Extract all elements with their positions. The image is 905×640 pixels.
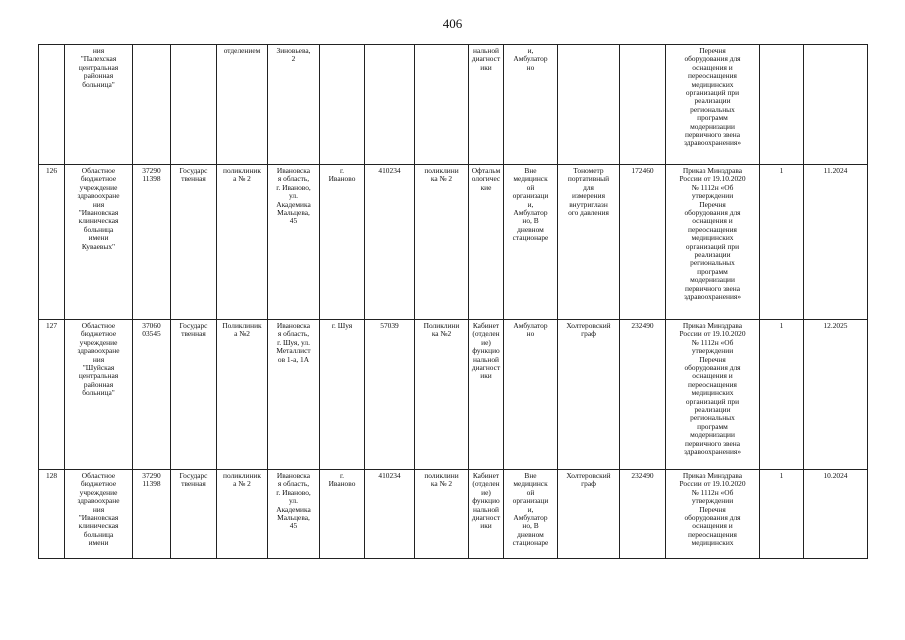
cell-address: Ивановска я область, г. Шуя, ул. Металлист ов 1-а, 1А xyxy=(268,320,320,470)
cell-department: поликлини ка № 2 xyxy=(415,470,469,559)
cell-code: 410234 xyxy=(365,470,415,559)
cell-address: Зиновьева, 2 xyxy=(268,45,320,165)
cell-profile: Офтальм ологичес кие xyxy=(469,165,504,320)
cell-address: Ивановска я область, г. Иваново, ул. Академика Мальцева, 45 xyxy=(268,165,320,320)
cell-city xyxy=(320,45,365,165)
cell-price xyxy=(620,45,666,165)
cell-city: г. Иваново xyxy=(320,470,365,559)
cell-conditions: Вне медицинск ой организаци и, Амбулатор но, В дневном стационаре xyxy=(504,470,558,559)
cell-subdivision: поликлиник а № 2 xyxy=(217,470,268,559)
cell-basis: Перечня оборудования для оснащения и переоснащения медицинских организаций при реализации региональных программ модернизации первичного звена здравоохранения» xyxy=(666,45,760,165)
cell-equipment xyxy=(558,45,620,165)
cell-city: г. Шуя xyxy=(320,320,365,470)
equipment-table xyxy=(38,44,868,559)
cell-price: 232490 xyxy=(620,320,666,470)
cell-city: г. Иваново xyxy=(320,165,365,320)
cell-department: Поликлини ка №2 xyxy=(415,320,469,470)
cell-inn: 37290 11398 xyxy=(133,165,171,320)
cell-deadline: 12.2025 xyxy=(804,320,868,470)
cell-quantity: 1 xyxy=(760,470,804,559)
cell-profile: Кабинет (отделен ие) функцио нальной диагност ики xyxy=(469,470,504,559)
cell-deadline: 10.2024 xyxy=(804,470,868,559)
cell-conditions: Амбулатор но xyxy=(504,320,558,470)
cell-conditions: Вне медицинск ой организаци и, Амбулатор но, В дневном стационаре xyxy=(504,165,558,320)
table-row xyxy=(39,165,868,320)
cell-subdivision: Поликлиник а №2 xyxy=(217,320,268,470)
cell-subdivision: поликлиник а № 2 xyxy=(217,165,268,320)
cell-department xyxy=(415,45,469,165)
cell-basis: Приказ Минздрава России от 19.10.2020 № 1112н «Об утверждении Перечня оборудования для оснащения и переоснащения медицинских xyxy=(666,470,760,559)
cell-ownership xyxy=(171,45,217,165)
cell-ownership: Государс твенная xyxy=(171,470,217,559)
cell-code: 410234 xyxy=(365,165,415,320)
cell-quantity: 1 xyxy=(760,320,804,470)
cell-equipment: Холтеровский граф xyxy=(558,470,620,559)
cell-row-number: 127 xyxy=(39,320,65,470)
cell-inn: 37060 03545 xyxy=(133,320,171,470)
cell-equipment: Холтеровский граф xyxy=(558,320,620,470)
cell-ownership: Государс твенная xyxy=(171,320,217,470)
cell-basis: Приказ Минздрава России от 19.10.2020 № 1112н «Об утверждении Перечня оборудования для оснащения и переоснащения медицинских организаций при реализации региональных программ модернизации первичного звена здравоохранения» xyxy=(666,320,760,470)
cell-organization: Областное бюджетное учреждение здравоохране ния "Шуйская центральная районная больница" xyxy=(65,320,133,470)
cell-ownership: Государс твенная xyxy=(171,165,217,320)
cell-deadline: 11.2024 xyxy=(804,165,868,320)
cell-profile: нальной диагност ики xyxy=(469,45,504,165)
table-row xyxy=(39,45,868,165)
cell-conditions: и, Амбулатор но xyxy=(504,45,558,165)
cell-code xyxy=(365,45,415,165)
cell-department: поликлини ка № 2 xyxy=(415,165,469,320)
cell-address: Ивановска я область, г. Иваново, ул. Академика Мальцева, 45 xyxy=(268,470,320,559)
cell-organization: Областное бюджетное учреждение здравоохране ния "Ивановская клиническая больница имени Куваевых" xyxy=(65,165,133,320)
table-row xyxy=(39,320,868,470)
cell-basis: Приказ Минздрава России от 19.10.2020 № 1112н «Об утверждении Перечня оборудования для оснащения и переоснащения медицинских организаций при реализации региональных программ модернизации первичного звена здравоохранения» xyxy=(666,165,760,320)
cell-row-number: 126 xyxy=(39,165,65,320)
cell-organization: ния "Палехская центральная районная больница" xyxy=(65,45,133,165)
cell-subdivision: отделением xyxy=(217,45,268,165)
cell-quantity: 1 xyxy=(760,165,804,320)
cell-inn xyxy=(133,45,171,165)
cell-inn: 37290 11398 xyxy=(133,470,171,559)
cell-equipment: Тонометр портативный для измерения внутриглазн ого давления xyxy=(558,165,620,320)
cell-profile: Кабинет (отделен ие) функцио нальной диагност ики xyxy=(469,320,504,470)
cell-code: 57039 xyxy=(365,320,415,470)
cell-deadline xyxy=(804,45,868,165)
table-row xyxy=(39,470,868,559)
cell-quantity xyxy=(760,45,804,165)
page-number: 406 xyxy=(442,16,463,31)
cell-row-number: 128 xyxy=(39,470,65,559)
cell-price: 232490 xyxy=(620,470,666,559)
cell-price: 172460 xyxy=(620,165,666,320)
cell-row-number xyxy=(39,45,65,165)
cell-organization: Областное бюджетное учреждение здравоохране ния "Ивановская клиническая больница имени xyxy=(65,470,133,559)
